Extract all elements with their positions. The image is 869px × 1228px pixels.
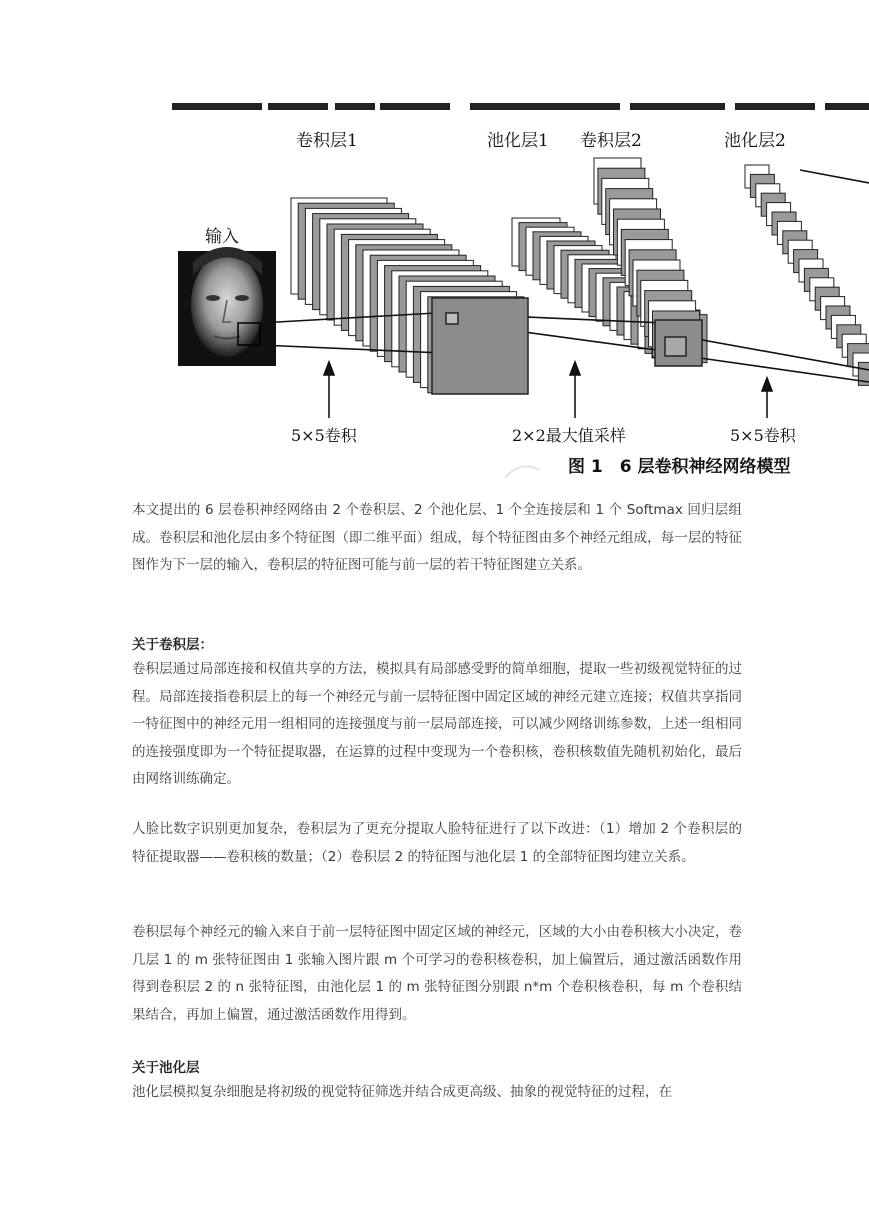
paragraph-conv-layer: 卷积层通过局部连接和权值共享的方法，模拟具有局部感受野的简单细胞，提取一些初级视觉特征的过程。局部连接指卷积层上的每一个神经元与前一层特征图中固定区域的神经元建立连接；权值共享指同一特征图中的神经元用一组相同的连接强度与前一层局部连接，可以减少网络训练参数，上述一组相同的连接强度即为一个特征提取器，在运算的过程中变现为一个卷积核，卷积核数值先随机初始化，最后由网络训练确定。 (132, 661, 742, 787)
paragraph-face-improvements: 人脸比数字识别更加复杂，卷积层为了更充分提取人脸特征进行了以下改进：（1）增加 2 个卷积层的特征提取器——卷积核的数量；（2）卷积层 2 的特征图与池化层 1 的全部特征图均建立关系。 (132, 821, 742, 865)
cropped-text-remnant (172, 103, 869, 110)
label-pool2: 池化层2 (724, 131, 786, 151)
label-op-conv-5x5-2: 5×5卷积 (730, 426, 796, 445)
paragraph-pool-layer: 池化层模拟复杂细胞是将初级的视觉特征筛选并结合成更高级、抽象的视觉特征的过程，在 (132, 1084, 672, 1100)
label-op-maxpool: 2×2最大值采样 (512, 426, 626, 445)
heading-conv-layer: 关于卷积层： (132, 637, 213, 653)
label-input: 输入 (205, 227, 239, 247)
label-conv1: 卷积层1 (296, 131, 358, 151)
conv1-receptive-field (446, 313, 458, 324)
cnn-architecture-figure (0, 0, 869, 490)
conv2-receptive-field (665, 337, 686, 356)
paragraph-intro: 本文提出的 6 层卷积神经网络由 2 个卷积层、2 个池化层、1 个全连接层和 1 个 Softmax 回归层组成。卷积层和池化层由多个特征图（即二维平面）组成，每个特征图由多个神经元组成，每一层的特征图作为下一层的输入，卷积层的特征图可能与前一层的若干特征图建立关系。 (132, 502, 742, 573)
arrows (324, 362, 772, 418)
paragraph-conv-neurons: 卷积层每个神经元的输入来自于前一层特征图中固定区域的神经元，区域的大小由卷积核大小决定，卷几层 1 的 m 张特征图由 1 张输入图片跟 m 个可学习的卷积核卷积，加上偏置后，通过激活函数作用得到卷积层 2 的 n 张特征图，由池化层 1 的 m 张特征图分别跟 n*m 个卷积核卷积，每 m 个卷积结果结合，再加上偏置，通过激活函数作用得到。 (132, 924, 742, 1023)
label-conv2: 卷积层2 (580, 131, 642, 151)
label-op-conv-5x5-1: 5×5卷积 (291, 426, 357, 445)
watermark-mark (505, 466, 540, 478)
input-face-image (178, 247, 276, 366)
heading-pool-layer: 关于池化层 (132, 1060, 200, 1076)
pool2-feature-maps (745, 165, 869, 385)
figure-caption: 图 1 6 层卷积神经网络模型 (568, 457, 791, 477)
label-pool1: 池化层1 (487, 131, 549, 151)
